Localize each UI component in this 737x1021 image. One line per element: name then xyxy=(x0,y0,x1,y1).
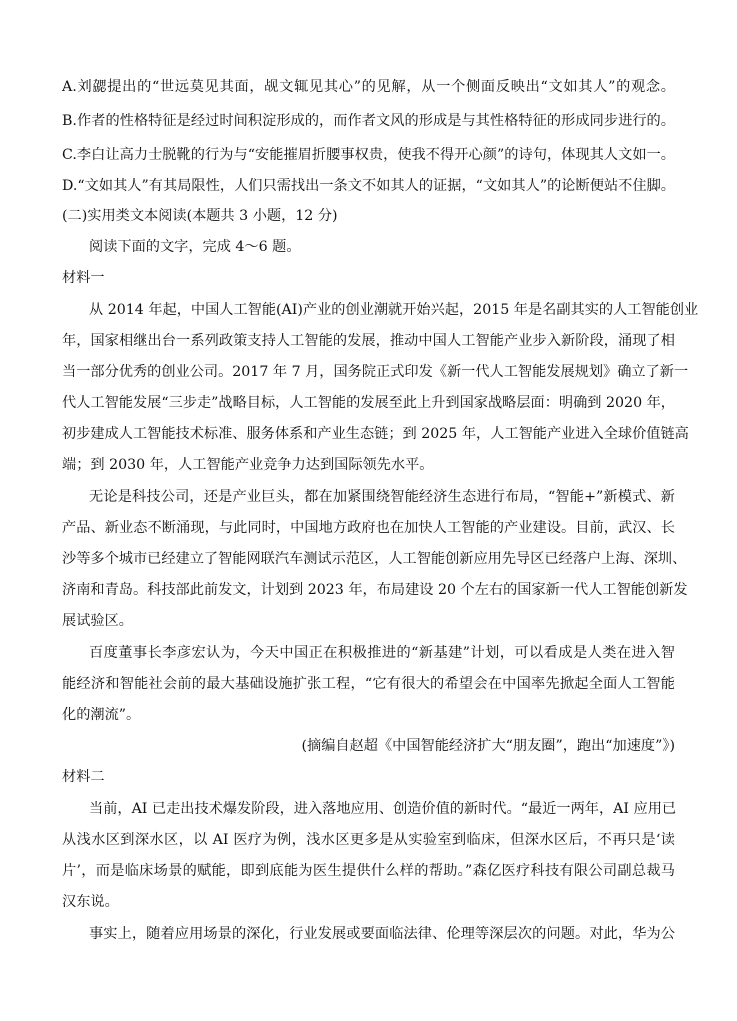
option-c: C.李白让高力士脱靴的行为与“安能摧眉折腰事权贵，使我不得开心颜”的诗句，体现其人文如一。 xyxy=(62,147,675,163)
m2-p1-line: 从浅水区到深水区，以 AI 医疗为例，浅水区更多是从实验室到临床，但深水区后，不再只是‘读 xyxy=(62,832,675,848)
option-a: A.刘勰提出的“世远莫见其面，觇文辄见其心”的见解，从一个侧面反映出“文如其人”的观念。 xyxy=(62,79,675,95)
option-d: D.“文如其人”有其局限性，人们只需找出一条文不如其人的证据，“文如其人”的论断便站不住脚。 xyxy=(62,178,675,194)
m1-p2-line: 展试验区。 xyxy=(62,613,133,629)
m1-p3-line: 能经济和智能社会前的最大基础设施扩张工程，“它有很大的希望会在中国率先掀起全面人工智能 xyxy=(62,676,675,692)
m1-p3-line: 百度董事长李彦宏认为，今天中国正在积极推进的“新基建”计划，可以看成是人类在进入智 xyxy=(89,645,675,661)
m1-p1-line: 从 2014 年起，中国人工智能(AI)产业的创业潮就开始兴起，2015 年是名副其实的人工智能创业 xyxy=(89,302,699,318)
m1-p2-line: 产品、新业态不断涌现，与此同时，中国地方政府也在加快人工智能的产业建设。目前，武汉、长 xyxy=(62,520,675,536)
m1-p1-line: 代人工智能发展“三步走”战略目标，人工智能的发展至此上升到国家战略层面：明确到 2020 年， xyxy=(62,395,675,411)
m2-p1-line: 片’，而是临床场景的赋能，即到底能为医生提供什么样的帮助。”森亿医疗科技有限公司副总裁马 xyxy=(62,863,675,879)
instruction: 阅读下面的文字，完成 4～6 题。 xyxy=(89,239,301,255)
source-citation: (摘编自赵超《中国智能经济扩大“朋友圈”，跑出“加速度”》) xyxy=(301,738,675,754)
m1-p1-line: 当一部分优秀的创业公司。2017 年 7 月，国务院正式印发《新一代人工智能发展规划》确立了新一 xyxy=(62,364,689,380)
material2-label: 材料二 xyxy=(62,769,105,785)
option-b: B.作者的性格特征是经过时间积淀形成的，而作者文风的形成是与其性格特征的形成同步进行的。 xyxy=(62,113,675,129)
m1-p2-line: 济南和青岛。科技部此前发文，计划到 2023 年，布局建设 20 个左右的国家新一代人工智能创新发 xyxy=(62,582,688,598)
m1-p2-line: 无论是科技公司，还是产业巨头，都在加紧围绕智能经济生态进行布局，“智能+”新模式、新 xyxy=(89,489,675,505)
m1-p1-line: 初步建成人工智能技术标准、服务体系和产业生态链；到 2025 年，人工智能产业进入全球价值链高 xyxy=(62,426,689,442)
material1-label: 材料一 xyxy=(62,270,105,286)
m2-p1-line: 当前，AI 已走出技术爆发阶段，进入落地应用、创造价值的新时代。“最近一两年，AI 应用已 xyxy=(89,801,677,817)
m1-p1-line: 端；到 2030 年，人工智能产业竞争力达到国际领先水平。 xyxy=(62,457,434,473)
section-heading: (二)实用类文本阅读(本题共 3 小题，12 分) xyxy=(62,208,338,224)
m1-p1-line: 年，国家相继出台一系列政策支持人工智能的发展，推动中国人工智能产业步入新阶段，涌现了相 xyxy=(62,333,675,349)
m1-p3-line: 化的潮流”。 xyxy=(62,707,141,723)
m1-p2-line: 沙等多个城市已经建立了智能网联汽车测试示范区，人工智能创新应用先导区已经落户上海、深圳、 xyxy=(62,551,687,567)
m2-p1-line: 汉东说。 xyxy=(62,894,119,910)
m2-p2-line: 事实上，随着应用场景的深化，行业发展或要面临法律、伦理等深层次的问题。对此，华为公 xyxy=(89,926,675,942)
